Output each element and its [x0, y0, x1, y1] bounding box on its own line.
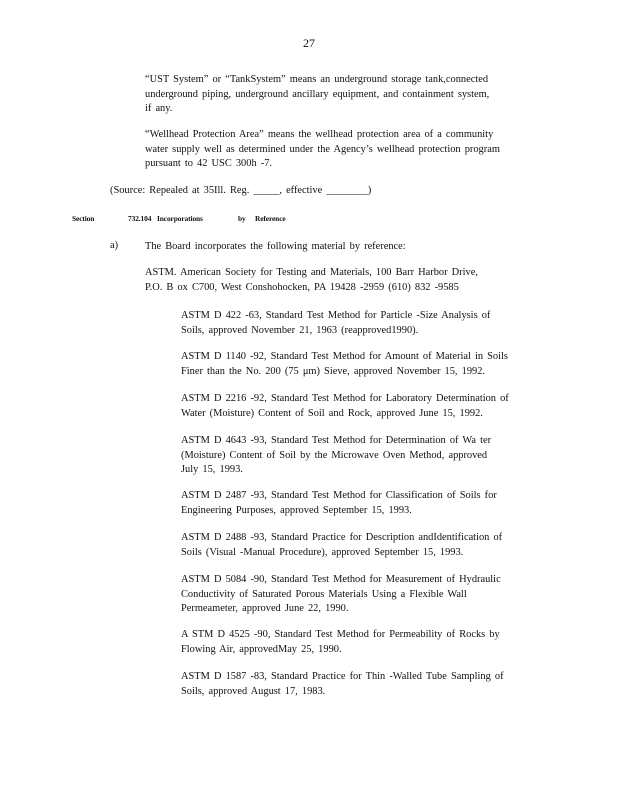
text-line: Engineering Purposes, approved September 15, 1993. [181, 504, 412, 516]
text-line: ASTM D 1587 -83, Standard Practice for Thin -Walled Tube Sampling of [181, 671, 504, 682]
standard-astm-d2216 [181, 392, 541, 421]
text-line: pursuant to 42 USC 300h -7. [145, 158, 272, 170]
astm-organization [145, 266, 520, 295]
text-line: Water (Moisture) Content of Soil and Rock, approved June 15, 1992. [181, 407, 483, 419]
item-a-label: a) [110, 240, 119, 251]
text-line: Soils, approved August 17, 1983. [181, 685, 326, 697]
definition-ust-system [145, 73, 525, 117]
standard-astm-d4643 [181, 434, 541, 478]
text-line: July 15, 1993. [181, 464, 243, 476]
text-line: ASTM D 4643 -93, Standard Test Method for Determination of Wa ter [181, 435, 492, 446]
text-line: underground piping, underground ancillary equipment, and containment system, [145, 88, 490, 100]
text-line: Flowing Air, approvedMay 25, 1990. [181, 643, 342, 655]
standard-astm-d422 [181, 309, 541, 338]
item-a-text [145, 240, 435, 255]
definition-wellhead-protection-area [145, 128, 535, 172]
standard-astm-d2488 [181, 531, 541, 560]
text-line: Conductivity of Saturated Porous Materials Using a Flexible Wall [181, 588, 467, 600]
text-line: A STM D 4525 -90, Standard Test Method for Permeability of Rocks by [181, 629, 500, 640]
standard-astm-d2487 [181, 489, 541, 518]
standard-astm-d1587 [181, 670, 541, 699]
section-number: 732.104 [128, 214, 152, 223]
text-line: “Wellhead Protection Area” means the wellhead protection area of a community [145, 129, 494, 140]
text-line: Finer than the No. 200 (75 μm) Sieve, approved November 15, 1992. [181, 365, 486, 377]
text-line: ASTM D 5084 -90, Standard Test Method for Measurement of Hydraulic [181, 574, 501, 585]
section-title-reference: Reference [255, 214, 286, 223]
section-title-by: by [238, 214, 246, 223]
standard-astm-d1140 [181, 350, 541, 379]
text-line: The Board incorporates the following material by reference: [145, 241, 406, 252]
text-line: ASTM D 2487 -93, Standard Test Method for Classification of Soils for [181, 490, 497, 501]
text-line: “UST System” or “TankSystem” means an underground storage tank,connected [145, 74, 489, 85]
text-line: Soils, approved November 21, 1963 (reapproved1990). [181, 324, 419, 336]
standard-astm-d5084 [181, 573, 541, 617]
standard-astm-d4525 [181, 628, 541, 657]
text-line: (Source: Repealed at 35Ill. Reg. _____, effective ________) [110, 185, 372, 196]
section-label: Section [72, 214, 95, 223]
text-line: ASTM D 2488 -93, Standard Practice for Description andIdentification of [181, 532, 503, 543]
text-line: ASTM D 1140 -92, Standard Test Method for Amount of Material in Soils [181, 351, 508, 362]
text-line: ASTM D 2216 -92, Standard Test Method for Laboratory Determination of [181, 393, 509, 404]
text-line: ASTM D 422 -63, Standard Test Method for Particle -Size Analysis of [181, 310, 491, 321]
text-line: water supply well as determined under the Agency’s wellhead protection program [145, 143, 500, 155]
text-line: if any. [145, 103, 173, 115]
text-line: ASTM. American Society for Testing and Materials, 100 Barr Harbor Drive, [145, 267, 478, 278]
text-line: Soils (Visual -Manual Procedure), approved September 15, 1993. [181, 546, 464, 558]
text-line: Permeameter, approved June 22, 1990. [181, 603, 349, 615]
page-number: 27 [303, 36, 315, 50]
text-line: P.O. B ox C700, West Conshohocken, PA 19428 -2959 (610) 832 -9585 [145, 281, 459, 293]
text-line: (Moisture) Content of Soil by the Microwave Oven Method, approved [181, 449, 488, 461]
source-note [110, 184, 410, 199]
section-title: Incorporations [157, 214, 203, 223]
